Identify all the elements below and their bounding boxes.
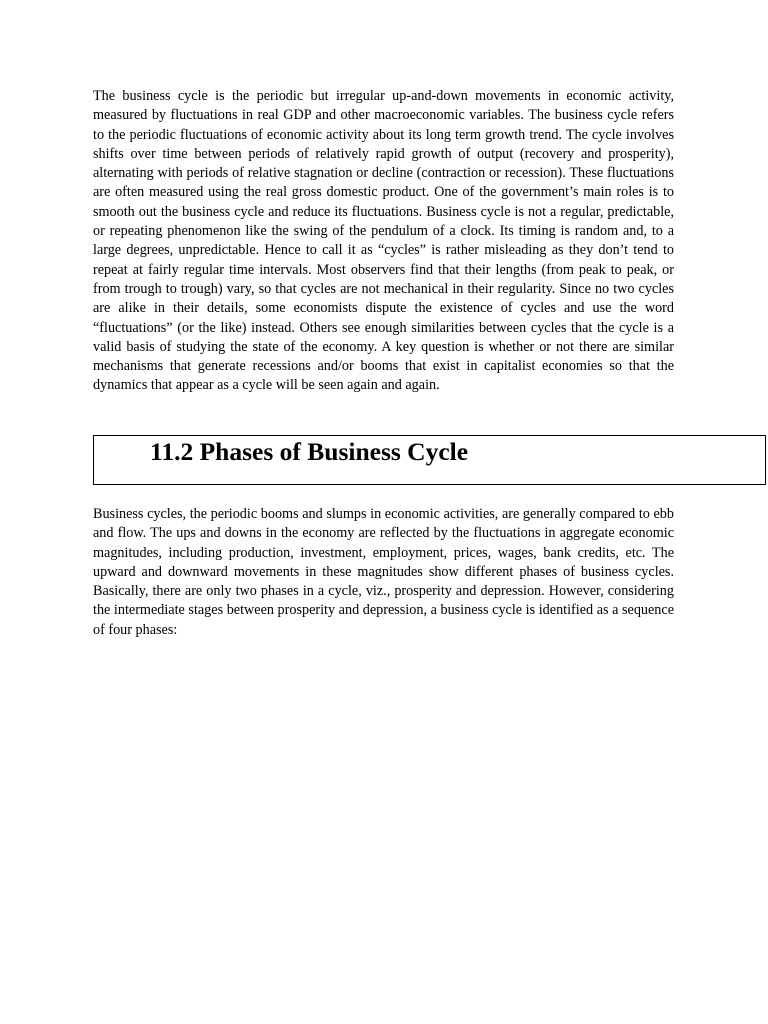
section-heading: 11.2 Phases of Business Cycle (150, 437, 469, 466)
phases-paragraph: Business cycles, the periodic booms and slumps in economic activities, are generally compared to ebb and flow. The ups and downs in the economy are reflected by the fluctuations in aggregate economic magnitudes, including production, investment, employment, prices, wages, bank credits, etc. The upward and downward movements in these magnitudes show different phases of business cycles. Basically, there are only two phases in a cycle, viz., prosperity and depression. However, considering the intermediate stages between prosperity and depression, a business cycle is identified as a sequence of four phases: (93, 506, 674, 638)
intro-paragraph: The business cycle is the periodic but irregular up-and-down movements in economic activity, measured by fluctuations in real GDP and other macroeconomic variables. The business cycle refers to the periodic fluctuations of economic activity about its long term growth trend. The cycle involves shifts over time between periods of relatively rapid growth of output (recovery and prosperity), alternating with periods of relative stagnation or decline (contraction or recession). These fluctuations are often measured using the real gross domestic product. One of the government’s main roles is to smooth out the business cycle and reduce its fluctuations. Business cycle is not a regular, predictable, or repeating phenomenon like the swing of the pendulum of a clock. Its timing is random and, to a large degrees, unpredictable. Hence to call it as “cycles” is rather misleading as they don’t tend to repeat at fairly regular time intervals. Most observers find that their lengths (from peak to peak, or from trough to trough) vary, so that cycles are not mechanical in their regularity. Since no two cycles are alike in their details, some economists dispute the existence of cycles and use the word “fluctuations” (or the like) instead. Others see enough similarities between cycles that the cycle is a valid basis of studying the state of the economy. A key question is whether or not there are similar mechanisms that generate recessions and/or booms that exist in capitalist economies so that the dynamics that appear as a cycle will be seen again and again. (93, 88, 674, 394)
section-heading-box (93, 435, 766, 485)
